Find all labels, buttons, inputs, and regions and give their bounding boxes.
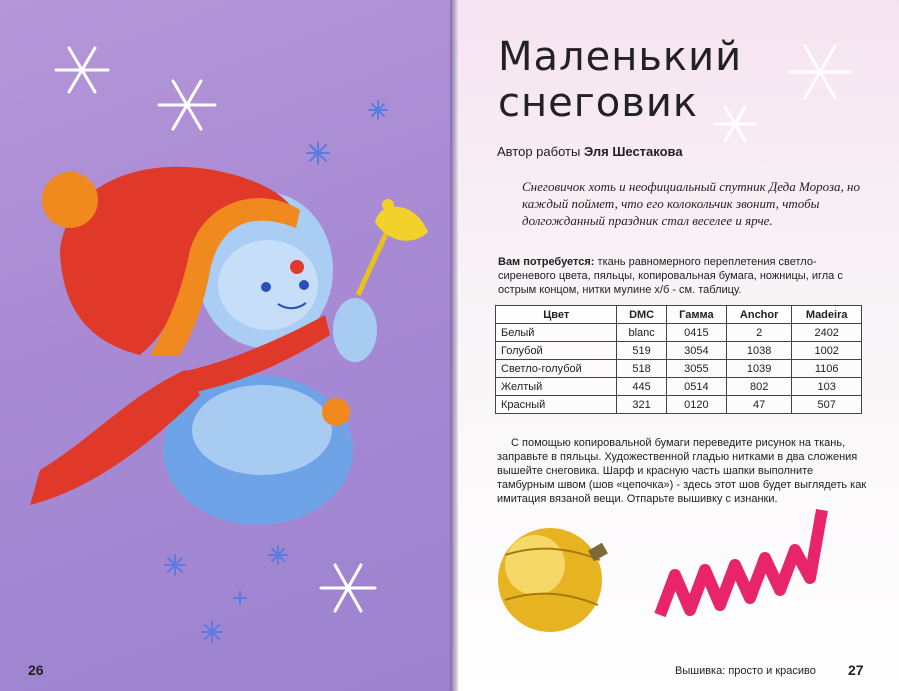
table-cell: 0514 [666,378,726,396]
table-row [496,342,862,360]
title-line-2: снеговик [498,80,698,126]
table-header-cell: Гамма [666,306,726,324]
table-header-cell: Цвет [496,306,617,324]
instructions-paragraph: С помощью копировальной бумаги переведите рисунок на ткань, заправьте в пяльцы. Художественной гладью нитками в два сложения вышейте снеговика. Шарф и красную часть шапки выполните тамбурным швом (шов «цепочка») - здесь этот шов будет выглядеть как имитация вязаной вещи. Отпарьте вышивку с изнанки. [497,437,867,505]
table-cell: 445 [617,378,666,396]
table-cell: 3055 [666,360,726,378]
footer-book-title: Вышивка: просто и красиво [675,665,816,677]
page-number-right: 27 [848,662,864,678]
table-cell: 518 [617,360,666,378]
materials-text: ткань равномерного переплетения светло-сиреневого цвета, пяльцы, копировальная бумага, ножницы, игла с острым концом, нитки мулине х/б - см. таблицу. [498,256,843,296]
table-header-cell: DMC [617,306,666,324]
table-cell: 1106 [792,360,862,378]
author-prefix: Автор работы [497,144,581,159]
table-cell: Голубой [496,342,617,360]
article-title [498,34,742,126]
table-row [496,360,862,378]
table-cell: 519 [617,342,666,360]
table-row [496,396,862,414]
title-line-1: Маленький [498,34,743,80]
table-cell: 1038 [726,342,791,360]
table-cell: 2402 [792,324,862,342]
table-cell: 47 [726,396,791,414]
table-cell: 507 [792,396,862,414]
author-line [497,144,683,159]
table-cell: 321 [617,396,666,414]
intro-paragraph: Снеговичок хоть и неофициальный спутник Деда Мороза, но каждый поймет, что его колокольчик звонит, чтобы долгожданный праздник стал веселее и ярче. [522,179,860,228]
table-cell: 3054 [666,342,726,360]
gold-ornament-icon [498,528,608,632]
table-cell: 103 [792,378,862,396]
table-cell: Желтый [496,378,617,396]
table-header-cell: Anchor [726,306,791,324]
table-cell: Красный [496,396,617,414]
table-cell: 0120 [666,396,726,414]
table-cell: 1039 [726,360,791,378]
materials-paragraph [498,255,866,297]
table-cell: blanc [617,324,666,342]
table-cell: 0415 [666,324,726,342]
table-header-cell: Madeira [792,306,862,324]
table-row [496,378,862,396]
table-cell: 802 [726,378,791,396]
materials-label: Вам потребуется: [498,256,595,268]
author-name: Эля Шестакова [583,144,683,159]
party-streamer-icon [660,510,822,615]
table-cell: Светло-голубой [496,360,617,378]
table-header-row [496,306,862,324]
table-row [496,324,862,342]
page-number-left: 26 [28,662,44,678]
thread-color-table [495,305,862,414]
table-cell: 2 [726,324,791,342]
table-cell: 1002 [792,342,862,360]
table-cell: Белый [496,324,617,342]
